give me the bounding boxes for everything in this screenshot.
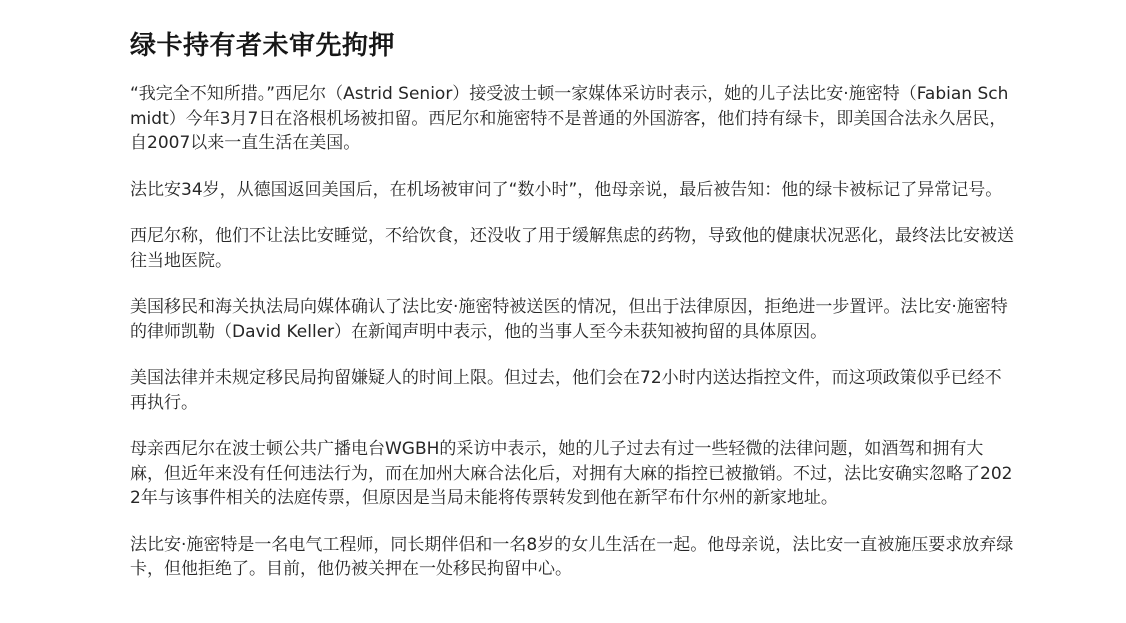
article-paragraph: 法比安·施密特是一名电气工程师，同长期伴侣和一名8岁的女儿生活在一起。他母亲说，法比安一直被施压要求放弃绿卡，但他拒绝了。目前，他仍被关押在一处移民拘留中心。	[130, 534, 1014, 579]
article-body	[130, 28, 1016, 604]
article-paragraph: 法比安34岁，从德国返回美国后，在机场被审问了“数小时”，他母亲说，最后被告知：他的绿卡被标记了异常记号。	[130, 179, 1003, 200]
article-title: 绿卡持有者未审先拘押	[130, 31, 396, 61]
article-paragraph: “我完全不知所措。”西尼尔（Astrid Senior）接受波士顿一家媒体采访时表示，她的儿子法比安·施密特（Fabian Schmidt）今年3月7日在洛根机场被扣留。西尼尔和施密特不是普通的外国游客，他们持有绿卡，即美国合法永久居民，自2007以来一直生活在美国。	[130, 84, 1009, 153]
article-paragraph: 母亲西尼尔在波士顿公共广播电台WGBH的采访中表示，她的儿子过去有过一些轻微的法律问题，如酒驾和拥有大麻，但近年来没有任何违法行为，而在加州大麻合法化后，对拥有大麻的指控已被撤销。不过，法比安确实忽略了2022年与该事件相关的法庭传票，但原因是当局未能将传票转发到他在新罕布什尔州的新家地址。	[130, 439, 1013, 508]
article-paragraph: 美国移民和海关执法局向媒体确认了法比安·施密特被送医的情况，但出于法律原因，拒绝进一步置评。法比安·施密特的律师凯勒（David Keller）在新闻声明中表示，他的当事人至今未获知被拘留的具体原因。	[130, 297, 1008, 342]
article-paragraph: 西尼尔称，他们不让法比安睡觉，不给饮食，还没收了用于缓解焦虑的药物，导致他的健康状况恶化，最终法比安被送往当地医院。	[130, 226, 1014, 271]
article-paragraph: 美国法律并未规定移民局拘留嫌疑人的时间上限。但过去，他们会在72小时内送达指控文件，而这项政策似乎已经不再执行。	[130, 368, 1002, 413]
